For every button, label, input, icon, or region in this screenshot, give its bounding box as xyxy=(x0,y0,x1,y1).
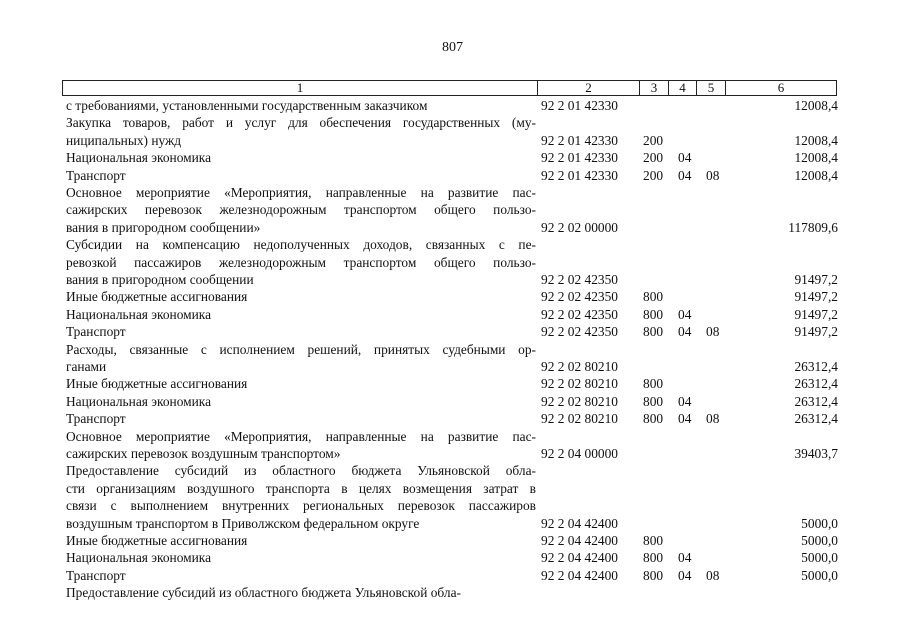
row-code: 92 2 02 42350 xyxy=(541,306,618,322)
table-row xyxy=(0,584,905,601)
row-expense-type: 800 xyxy=(643,533,664,548)
row-section: 04 xyxy=(678,550,692,566)
row-code: 92 2 01 42330 xyxy=(541,167,618,183)
description-line: вания в пригородном сообщении xyxy=(66,271,254,287)
row-code: 92 2 04 00000 xyxy=(541,445,618,461)
row-code: 92 2 02 42350 xyxy=(541,324,618,340)
description-line: Основное мероприятие «Мероприятия, направленные на развитие пас- xyxy=(66,428,536,444)
row-description xyxy=(66,549,536,566)
row-code: 92 2 04 42400 xyxy=(541,567,618,583)
row-section: 04 xyxy=(678,306,692,322)
row-expense-type: 800 xyxy=(643,393,664,409)
table-row xyxy=(0,306,905,323)
row-section: 04 xyxy=(678,393,692,409)
row-subsection: 08 xyxy=(706,167,720,183)
table-row xyxy=(0,167,905,184)
table-row xyxy=(0,567,905,584)
row-code: 92 2 04 42400 xyxy=(541,515,618,531)
table-row xyxy=(0,375,905,392)
row-amount: 12008,4 xyxy=(794,132,838,148)
row-description xyxy=(66,393,536,410)
row-code: 92 2 02 80210 xyxy=(541,358,618,374)
table-row xyxy=(0,184,905,236)
row-code: 92 2 02 00000 xyxy=(541,219,618,235)
row-expense-type: 200 xyxy=(643,167,664,183)
row-amount: 117809,6 xyxy=(788,219,838,235)
description-line: Национальная экономика xyxy=(66,393,212,409)
description-line: Расходы, связанные с исполнением решений, принятых судебными ор- xyxy=(66,341,536,357)
row-section: 04 xyxy=(678,411,692,427)
description-line: ревозкой пассажиров железнодорожным транспортом общего пользо- xyxy=(66,254,536,270)
row-subsection: 08 xyxy=(706,324,720,340)
row-code: 92 2 01 42330 xyxy=(541,98,618,113)
row-expense-type: 800 xyxy=(643,289,664,305)
header-col-4: 4 xyxy=(669,81,697,96)
table-row xyxy=(0,114,905,149)
description-line: сажирских перевозок железнодорожным транспортом общего пользо- xyxy=(66,202,536,218)
row-code: 92 2 02 42350 xyxy=(541,271,618,287)
row-description xyxy=(66,584,536,601)
row-section: 04 xyxy=(678,150,692,166)
header-col-1: 1 xyxy=(63,81,538,96)
row-description xyxy=(66,375,536,392)
row-expense-type: 200 xyxy=(643,132,664,148)
row-amount: 91497,2 xyxy=(794,271,838,287)
row-description xyxy=(66,97,536,114)
header-col-3: 3 xyxy=(640,81,669,96)
row-expense-type: 800 xyxy=(643,324,664,340)
description-line: ганами xyxy=(66,358,107,374)
description-line: сти организациям воздушного транспорта в целях возмещения затрат в xyxy=(66,480,536,496)
row-amount: 26312,4 xyxy=(794,411,838,427)
row-amount: 26312,4 xyxy=(794,376,838,392)
row-amount: 26312,4 xyxy=(794,358,838,374)
row-expense-type: 800 xyxy=(643,567,664,583)
row-description xyxy=(66,236,536,288)
description-line: Транспорт xyxy=(66,167,126,183)
description-line: Транспорт xyxy=(66,567,126,583)
row-amount: 12008,4 xyxy=(794,150,838,166)
row-description xyxy=(66,428,536,463)
row-description xyxy=(66,462,536,532)
description-line: Предоставление субсидий из областного бюджета Ульяновской обла- xyxy=(66,463,536,479)
table-row xyxy=(0,341,905,376)
description-line: Основное мероприятие «Мероприятия, направленные на развитие пас- xyxy=(66,185,536,200)
description-line: Субсидии на компенсацию недополученных доходов, связанных с пе- xyxy=(66,237,536,253)
row-description xyxy=(66,306,536,323)
description-line: Предоставление субсидий из областного бюджета Ульяновской обла- xyxy=(66,585,461,601)
table-row xyxy=(0,462,905,532)
table-row xyxy=(0,393,905,410)
row-description xyxy=(66,323,536,340)
description-line: сажирских перевозок воздушным транспортом» xyxy=(66,445,341,461)
table-row xyxy=(0,532,905,549)
description-line: с требованиями, установленными государственным заказчиком xyxy=(66,98,428,113)
row-amount: 26312,4 xyxy=(794,393,838,409)
table-row xyxy=(0,288,905,305)
row-code: 92 2 02 80210 xyxy=(541,393,618,409)
row-code: 92 2 01 42330 xyxy=(541,132,618,148)
row-amount: 5000,0 xyxy=(801,515,838,531)
table-header xyxy=(62,80,837,96)
row-expense-type: 800 xyxy=(643,411,664,427)
row-amount: 91497,2 xyxy=(794,306,838,322)
description-line: Закупка товаров, работ и услуг для обеспечения государственных (му- xyxy=(66,115,536,131)
row-amount: 5000,0 xyxy=(801,533,838,548)
row-description xyxy=(66,288,536,305)
row-section: 04 xyxy=(678,567,692,583)
row-description xyxy=(66,149,536,166)
description-line: Национальная экономика xyxy=(66,150,212,166)
row-amount: 91497,2 xyxy=(794,289,838,305)
row-description xyxy=(66,567,536,584)
row-amount: 5000,0 xyxy=(801,567,838,583)
header-col-2: 2 xyxy=(538,81,640,96)
row-description xyxy=(66,341,536,376)
description-line: ниципальных) нужд xyxy=(66,132,182,148)
description-line: воздушным транспортом в Приволжском федеральном округе xyxy=(66,515,420,531)
description-line: Транспорт xyxy=(66,324,126,340)
description-line: Иные бюджетные ассигнования xyxy=(66,376,248,392)
row-code: 92 2 01 42330 xyxy=(541,150,618,166)
row-code: 92 2 02 42350 xyxy=(541,289,618,305)
row-code: 92 2 02 80210 xyxy=(541,376,618,392)
description-line: Транспорт xyxy=(66,411,126,427)
table-row xyxy=(0,323,905,340)
row-description xyxy=(66,114,536,149)
description-line: Иные бюджетные ассигнования xyxy=(66,289,248,305)
row-expense-type: 800 xyxy=(643,376,664,392)
row-section: 04 xyxy=(678,324,692,340)
row-code: 92 2 02 80210 xyxy=(541,411,618,427)
row-expense-type: 800 xyxy=(643,550,664,566)
row-description xyxy=(66,410,536,427)
table-row xyxy=(0,97,905,114)
row-expense-type: 200 xyxy=(643,150,664,166)
description-line: Национальная экономика xyxy=(66,306,212,322)
row-code: 92 2 04 42400 xyxy=(541,550,618,566)
description-line: вания в пригородном сообщении» xyxy=(66,219,261,235)
header-col-6: 6 xyxy=(726,81,837,96)
row-amount: 12008,4 xyxy=(794,98,838,113)
row-subsection: 08 xyxy=(706,567,720,583)
row-amount: 39403,7 xyxy=(794,445,838,461)
table-row xyxy=(0,236,905,288)
row-amount: 91497,2 xyxy=(794,324,838,340)
row-section: 04 xyxy=(678,167,692,183)
row-description xyxy=(66,167,536,184)
table-row xyxy=(0,428,905,463)
row-code: 92 2 04 42400 xyxy=(541,533,618,548)
row-expense-type: 800 xyxy=(643,306,664,322)
row-amount: 12008,4 xyxy=(794,167,838,183)
description-line: Национальная экономика xyxy=(66,550,212,566)
row-subsection: 08 xyxy=(706,411,720,427)
table-row xyxy=(0,410,905,427)
description-line: связи с выполнением внутренних региональных перевозок пассажиров xyxy=(66,498,536,514)
row-amount: 5000,0 xyxy=(801,550,838,566)
description-line: Иные бюджетные ассигнования xyxy=(66,533,248,548)
row-description xyxy=(66,184,536,236)
row-description xyxy=(66,532,536,549)
table-row xyxy=(0,149,905,166)
table-row xyxy=(0,549,905,566)
page-number: 807 xyxy=(442,40,463,55)
header-col-5: 5 xyxy=(697,81,726,96)
